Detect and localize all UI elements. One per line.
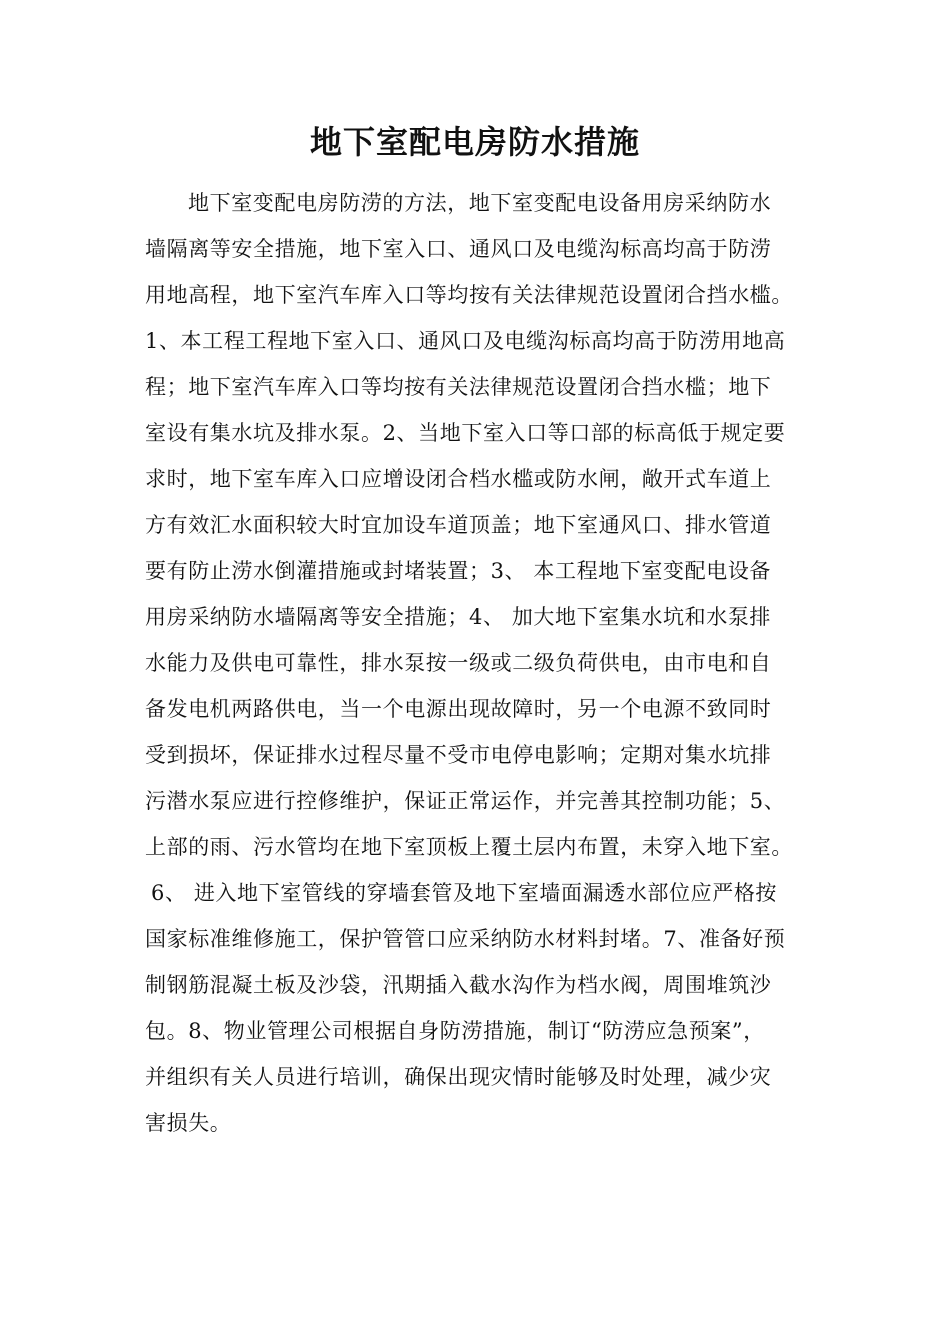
- body-line: 国家标准维修施工，保护管管口应采纳防水材料封堵。7、准备好预: [145, 927, 786, 951]
- body-line: 方有效汇水面积较大时宜加设车道顶盖；地下室通风口、排水管道: [145, 513, 772, 537]
- body-line: 上部的雨、污水管均在地下室顶板上覆土层内布置，未穿入地下室。: [145, 835, 793, 859]
- document-title: 地下室配电房防水措施: [309, 123, 640, 161]
- body-line: 墙隔离等安全措施，地下室入口、通风口及电缆沟标高均高于防涝: [145, 237, 772, 261]
- body-line: 6、 进入地下室管线的穿墙套管及地下室墙面漏透水部位应严格按: [151, 881, 778, 905]
- body-line: 受到损坏，保证排水过程尽量不受市电停电影响；定期对集水坑排: [145, 743, 772, 767]
- body-line: 用房采纳防水墙隔离等安全措施；4、 加大地下室集水坑和水泵排: [145, 605, 772, 629]
- body-line: 包。8、物业管理公司根据自身防涝措施，制订“防涝应急预案”，: [145, 1019, 765, 1043]
- body-line: 程；地下室汽车库入口等均按有关法律规范设置闭合挡水槛；地下: [145, 375, 772, 399]
- body-line: 地下室变配电房防涝的方法，地下室变配电设备用房采纳防水: [188, 191, 772, 215]
- body-line: 求时，地下室车库入口应增设闭合档水槛或防水闸，敞开式车道上: [145, 467, 772, 491]
- body-line: 害损失。: [145, 1111, 232, 1135]
- body-line: 室设有集水坑及排水泵。2、当地下室入口等口部的标高低于规定要: [145, 421, 786, 445]
- body-line: 制钢筋混凝土板及沙袋，汛期插入截水沟作为档水阀，周围堆筑沙: [145, 973, 772, 997]
- body-line: 用地高程，地下室汽车库入口等均按有关法律规范设置闭合挡水槛。: [145, 283, 793, 307]
- body-line: 1、本工程工程地下室入口、通风口及电缆沟标高均高于防涝用地高: [145, 329, 786, 353]
- body-line: 污潜水泵应进行控修维护，保证正常运作，并完善其控制功能；5、: [145, 789, 786, 813]
- body-line: 要有防止涝水倒灌措施或封堵装置；3、 本工程地下室变配电设备: [145, 559, 772, 583]
- body-line: 并组织有关人员进行培训，确保出现灾情时能够及时处理，减少灾: [145, 1065, 772, 1089]
- body-line: 备发电机两路供电，当一个电源出现故障时，另一个电源不致同时: [145, 697, 772, 721]
- body-line: 水能力及供电可靠性，排水泵按一级或二级负荷供电，由市电和自: [145, 651, 772, 675]
